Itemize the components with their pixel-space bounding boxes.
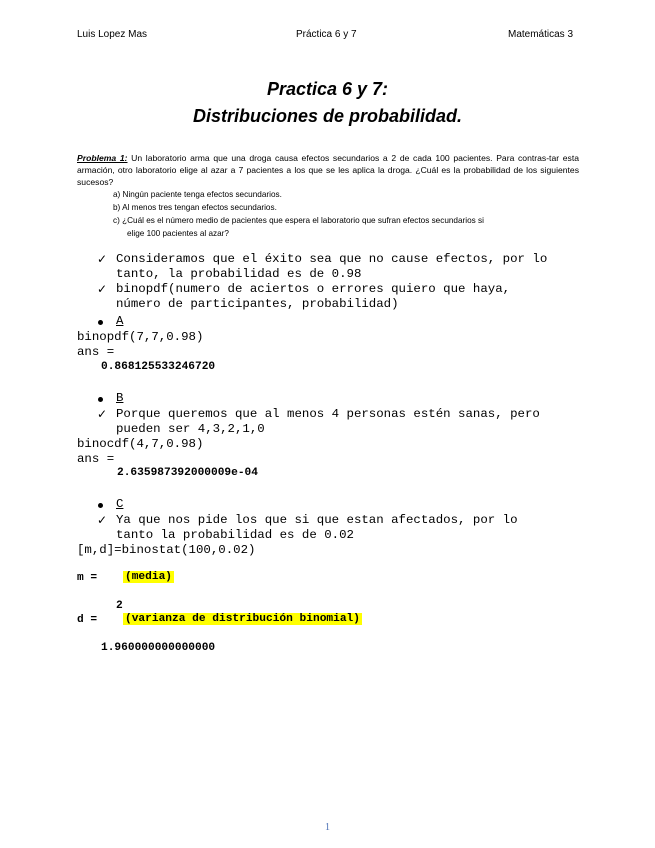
part-c-label: C [116,497,124,511]
bullet-icon [98,320,103,325]
problem-item-a: a) Ningún paciente tenga efectos secundarios. [113,190,282,199]
part-c-command: [m,d]=binostat(100,0.02) [77,543,256,557]
part-b-note-line1: Porque queremos que al menos 4 personas estén sanas, pero [116,407,540,421]
part-c-note-line1: Ya que nos pide los que si que estan afectados, por lo [116,513,518,527]
header-course: Matemáticas 3 [508,29,574,40]
problem-item-c-line2: elige 100 pacientes al azar? [127,229,229,238]
note-binopdf-line1: binopdf(numero de aciertos o errores quiero que haya, [116,282,511,296]
problem-statement [77,152,579,188]
problem-text: Un laboratorio arma que una droga causa efectos secundarios a 2 de cada 100 pacientes. Para contras-tar esta armación, otro laboratorio elige al azar a 7 pacientes a los que se les aplica la droga. ¿Cuál es la probabilidad de los siguientes sucesos? [77,153,579,187]
page-number: 1 [325,822,330,833]
part-b-command: binocdf(4,7,0.98) [77,437,204,451]
part-c-m-value: 2 [116,600,123,612]
note-binopdf-line2: número de participantes, probabilidad) [116,297,399,311]
checkmark-icon: ✓ [97,513,108,527]
part-b-ans: ans = [77,452,115,466]
note-success-line2: tanto, la probabilidad es de 0.98 [116,267,362,281]
bullet-icon [98,503,103,508]
header-title: Práctica 6 y 7 [296,29,357,40]
part-a-value: 0.868125533246720 [101,361,216,373]
part-a-command: binopdf(7,7,0.98) [77,330,204,344]
part-c-m-label: m = [77,572,98,584]
part-b-label: B [116,391,124,405]
checkmark-icon: ✓ [97,282,108,296]
part-c-d-note: (varianza de distribución binomial) [125,613,360,625]
part-b-note-line2: pueden ser 4,3,2,1,0 [116,422,265,436]
part-c-m-note: (media) [125,571,172,583]
document-title-line2: Distribuciones de probabilidad. [192,106,463,126]
checkmark-icon: ✓ [97,252,108,266]
bullet-icon [98,397,103,402]
part-c-d-value: 1.960000000000000 [101,642,216,654]
part-a-ans: ans = [77,345,115,359]
part-c-note-line2: tanto la probabilidad es de 0.02 [116,528,354,542]
header-author: Luis Lopez Mas [77,29,148,40]
part-c-d-label: d = [77,614,98,626]
note-success-line1: Consideramos que el éxito sea que no cause efectos, por lo [116,252,548,266]
part-b-value: 2.635987392000009e-04 [117,467,258,479]
part-a-label: A [116,314,124,328]
document-title-line1: Practica 6 y 7: [266,79,389,99]
checkmark-icon: ✓ [97,407,108,421]
problem-item-c-line1: c) ¿Cuál es el número medio de pacientes que espera el laboratorio que sufran efectos secundarios si [113,216,484,225]
problem-label: Problema 1: [77,153,128,163]
problem-item-b: b) Al menos tres tengan efectos secundarios. [113,203,277,212]
